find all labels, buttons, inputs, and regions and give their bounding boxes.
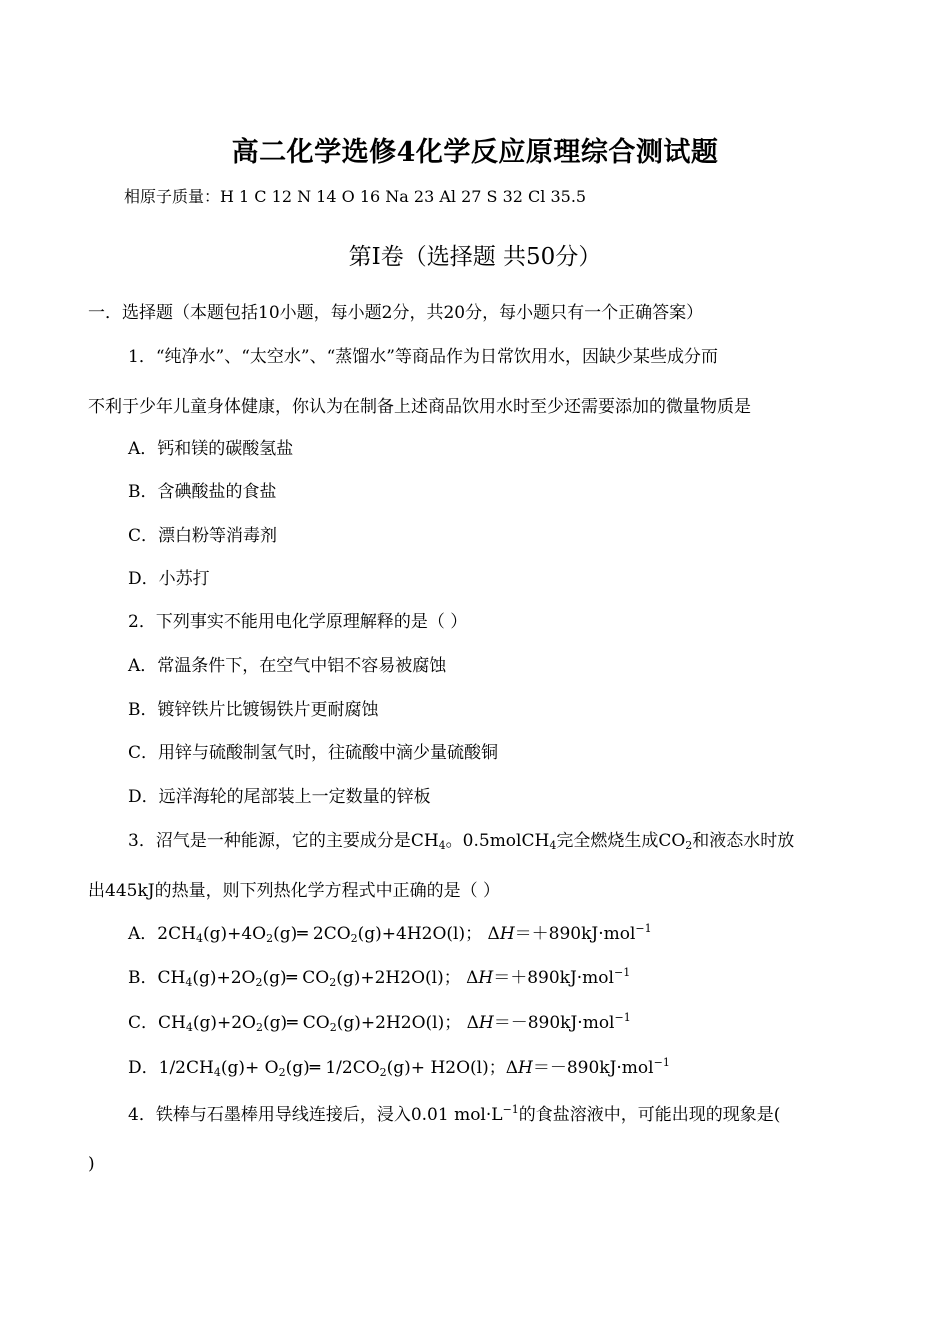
q3-option-d: D．$1/2CH_4(g)+$ $O_2(g)═$ $1/2CO_2(g)+ H2O(l)$；ΔH＝－890kJ·mol$^{-1}$ (128, 1056, 670, 1079)
q2-option-c: C．用锌与硫酸制氢气时，往硫酸中滴少量硫酸铜 (128, 743, 499, 763)
q3-option-b: B．$CH_4(g)+2O_2(g)═$ $CO_2(g)+2H2O(l)$； ΔH＝＋890kJ·mol$^{-1}$ (128, 966, 631, 989)
q1-stem-line1: 1．“纯净水”、“太空水”、“蒸馏水”等商品作为日常饮用水，因缺少某些成分而 (128, 347, 718, 367)
q1-option-c: C．漂白粉等消毒剂 (128, 526, 278, 546)
q2-stem: 2．下列事实不能用电化学原理解释的是（ ） (128, 612, 468, 632)
q1-option-d: D．小苏打 (128, 569, 210, 589)
q4-stem-line1: 4．铁棒与石墨棒用导线连接后，浸入0.01 $mol\cdot L^{-1}$的食盐溶液中，可能出现的现象是( (128, 1103, 781, 1125)
q3-option-a: A．$2CH_4(g)+4O_2(g)═$ $2CO_2(g)+4H2O(l)$； ΔH＝＋890kJ·mol$^{-1}$ (128, 922, 652, 945)
q3-option-c: C．$CH_4(g)+2O_2(g)═$ $CO_2(g)+2H2O(l)$； ΔH＝－890kJ·mol$^{-1}$ (128, 1011, 631, 1034)
q1-option-a: A．钙和镁的碳酸氢盐 (128, 439, 294, 459)
q4-stem-line2: ) (88, 1154, 95, 1174)
part-heading: 第I卷（选择题 共50分） (348, 244, 602, 270)
q3-stem-line2: 出445kJ的热量，则下列热化学方程式中正确的是（ ） (88, 881, 500, 901)
document-title: 高二化学选修4化学反应原理综合测试题 (231, 137, 719, 168)
q2-option-d: D．远洋海轮的尾部装上一定数量的锌板 (128, 787, 431, 807)
q3-stem-line1: 3．沼气是一种能源，它的主要成分是$CH_4$。0.5molCH$_4$完全燃烧生成$CO_2$和液态水时放 (128, 831, 795, 852)
atomic-masses: 相原子质量：H 1 C 12 N 14 O 16 Na 23 Al 27 S 32 Cl 35.5 (124, 187, 587, 206)
q2-option-b: B．镀锌铁片比镀锡铁片更耐腐蚀 (128, 700, 379, 720)
q1-option-b: B．含碘酸盐的食盐 (128, 482, 277, 502)
q2-option-a: A．常温条件下，在空气中铝不容易被腐蚀 (128, 656, 447, 676)
q1-stem-line2: 不利于少年儿童身体健康，你认为在制备上述商品饮用水时至少还需要添加的微量物质是 (88, 397, 751, 417)
section-heading: 一．选择题（本题包括10小题，每小题2分，共20分，每小题只有一个正确答案） (88, 303, 704, 323)
